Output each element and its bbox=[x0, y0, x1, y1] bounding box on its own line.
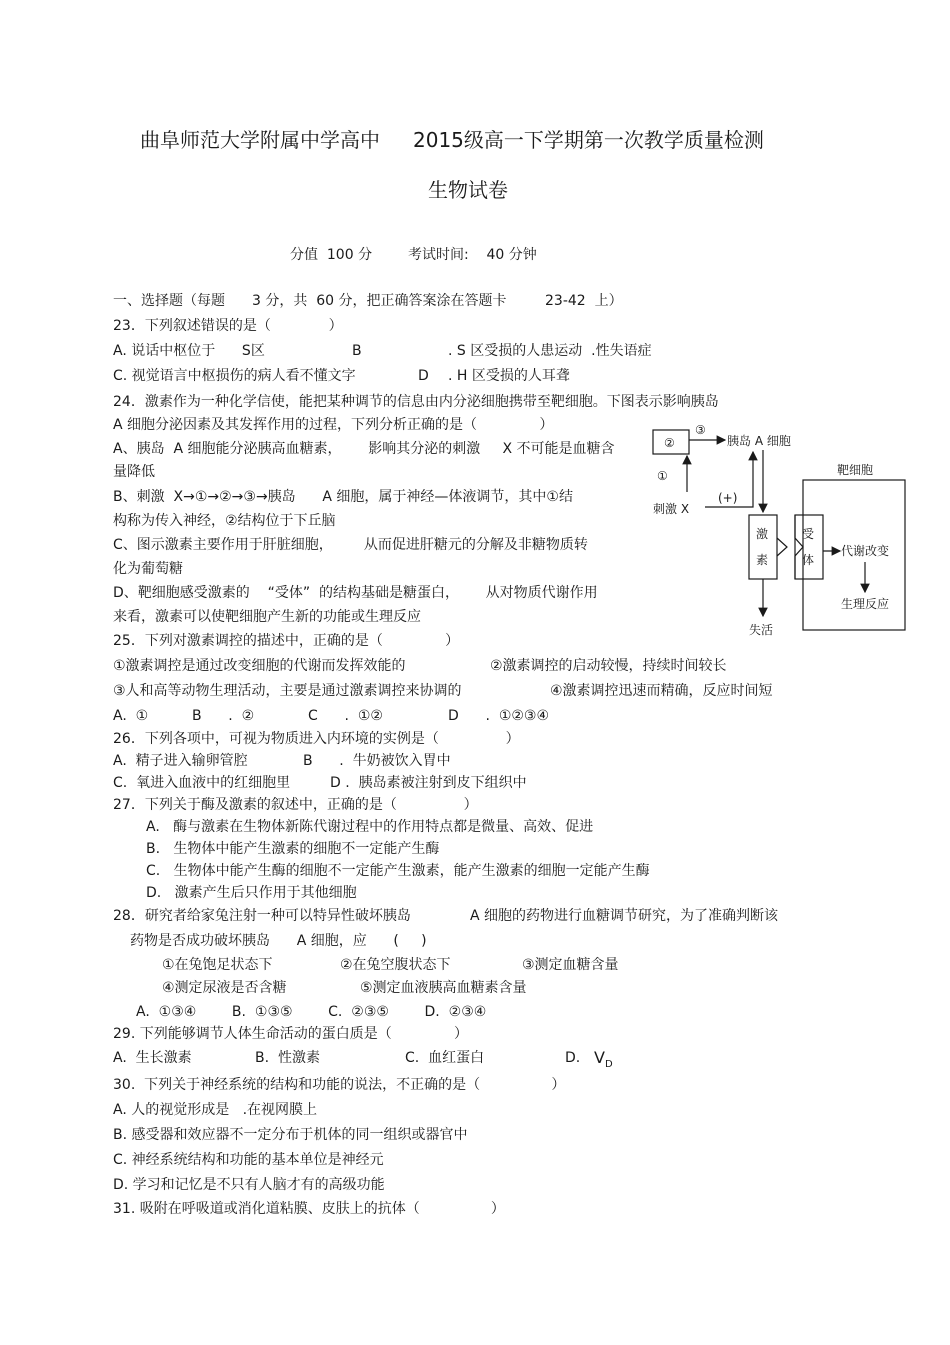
q29-option-d: D. bbox=[565, 1050, 581, 1066]
q30-option-c: C. 神经系统结构和功能的基本单位是神经元 bbox=[113, 1152, 384, 1168]
q23-option-a: A. 说话中枢位于 S区 bbox=[113, 343, 265, 359]
q28-statement-5: ⑤测定血液胰高血糖素含量 bbox=[360, 980, 527, 996]
q26-option-c: C. 氧进入血液中的红细胞里 bbox=[113, 775, 291, 791]
q27-option-d: D. 激素产生后只作用于其他细胞 bbox=[146, 885, 357, 901]
exam-time: 考试时间: 40 分钟 bbox=[408, 247, 537, 263]
q23-stem: 23．下列叙述错误的是（ ） bbox=[113, 318, 343, 334]
hormone-label-1: 激 bbox=[756, 527, 769, 541]
q23-option-c: C. 视觉语言中枢损伤的病人看不懂文字 bbox=[113, 368, 356, 384]
q25-option-a: A. ① bbox=[113, 708, 149, 724]
receptor-label-2: 体 bbox=[802, 553, 815, 567]
q28-statement-3: ③测定血糖含量 bbox=[522, 957, 619, 973]
exam-score: 分值 100 分 bbox=[290, 247, 373, 263]
target-cell-label: 靶细胞 bbox=[837, 463, 874, 477]
hormone-label-2: 素 bbox=[756, 553, 769, 567]
islet-a-cell-label: 胰岛 A 细胞 bbox=[727, 434, 791, 448]
q28-statement-4: ④测定尿液是否含糖 bbox=[162, 980, 287, 996]
q24-stem-1: 24．激素作为一种化学信使，能把某种调节的信息由内分泌细胞携带至靶细胞。下图表示影响胰岛 bbox=[113, 394, 719, 410]
q30-option-b: B. 感受器和效应器不一定分布于机体的同一组织或器官中 bbox=[113, 1127, 468, 1143]
receptor-notch bbox=[795, 515, 803, 579]
q24-option-c-1: C、图示激素主要作用于肝脏细胞， 从而促进肝糖元的分解及非糖物质转 bbox=[113, 537, 588, 553]
q24-option-d-1: D、靶细胞感受激素的 “受体” 的结构基础是糖蛋白， 从对物质代谢作用 bbox=[113, 585, 598, 601]
section-heading-b: 3 分，共 60 分，把正确答案涂在答题卡 bbox=[252, 293, 507, 309]
exam-subject: 生物试卷 bbox=[428, 178, 508, 202]
node-3-label: ③ bbox=[695, 423, 706, 437]
q24-stem-2: A 细胞分泌因素及其发挥作用的过程，下列分析正确的是（ ） bbox=[113, 417, 554, 433]
metabolism-change-label: 代谢改变 bbox=[841, 544, 890, 558]
hormone-box bbox=[749, 515, 777, 579]
q24-option-b-2: 构称为传入神经，②结构位于下丘脑 bbox=[113, 513, 336, 529]
q23-option-d-letter: D bbox=[418, 368, 429, 384]
q28-statement-1: ①在兔饱足状态下 bbox=[162, 957, 273, 973]
q25-option-c: C . ①② bbox=[308, 708, 383, 724]
q28-stem-1b: A 细胞的药物进行血糖调节研究，为了准确判断该 bbox=[470, 908, 779, 924]
q25-statement-1: ①激素调控是通过改变细胞的代谢而发挥效能的 bbox=[113, 658, 406, 674]
q26-option-d: D . 胰岛素被注射到皮下组织中 bbox=[330, 775, 527, 791]
receptor-box bbox=[795, 515, 823, 579]
q29-stem: 29. 下列能够调节人体生命活动的蛋白质是（ ） bbox=[113, 1026, 469, 1042]
q26-stem: 26．下列各项中，可视为物质进入内环境的实例是（ ） bbox=[113, 731, 520, 747]
q25-stem: 25．下列对激素调控的描述中，正确的是（ ） bbox=[113, 633, 460, 649]
q23-option-b-letter: B bbox=[352, 343, 362, 359]
hormone-tip bbox=[777, 538, 787, 556]
q23-option-d: . H 区受损的人耳聋 bbox=[448, 368, 570, 384]
hormone-regulation-diagram bbox=[645, 420, 910, 645]
exam-title-grade: 2015级高一下学期第一次教学质量检测 bbox=[413, 128, 764, 152]
q27-option-c: C. 生物体中能产生酶的细胞不一定能产生激素，能产生激素的细胞一定能产生酶 bbox=[146, 863, 650, 879]
q23-option-b: . S 区受损的人患运动 .性失语症 bbox=[448, 343, 652, 359]
q25-statement-4: ④激素调控迅速而精确，反应时间短 bbox=[550, 683, 773, 699]
q30-stem: 30. 下列关于神经系统的结构和功能的说法，不正确的是（ ） bbox=[113, 1077, 566, 1093]
q28-stem-2: 药物是否成功破坏胰岛 A 细胞，应 ( ) bbox=[130, 933, 427, 949]
node-1-label: ① bbox=[657, 469, 668, 483]
stimulus-x-label: 刺激 X bbox=[653, 502, 690, 516]
q24-option-c-2: 化为葡萄糖 bbox=[113, 561, 183, 577]
q25-option-b: B . ② bbox=[192, 708, 255, 724]
q29-option-a: A. 生长激素 bbox=[113, 1050, 192, 1066]
q24-option-d-2: 来看，激素可以使靶细胞产生新的功能或生理反应 bbox=[113, 609, 421, 625]
inactivated-label: 失活 bbox=[749, 623, 774, 637]
q29-vitamin-subscript: D bbox=[604, 1059, 613, 1070]
q25-statement-3: ③人和高等动物生理活动，主要是通过激素调控来协调的 bbox=[113, 683, 462, 699]
q29-vitamin-v: V bbox=[594, 1048, 605, 1067]
positive-sign: (+) bbox=[718, 491, 738, 505]
receptor-label-1: 受 bbox=[802, 527, 815, 541]
q24-option-a-1: A、胰岛 A 细胞能分泌胰高血糖素， 影响其分泌的刺激 X 不可能是血糖含 bbox=[113, 441, 615, 457]
q31-stem: 31. 吸附在呼吸道或消化道粘膜、皮肤上的抗体（ ） bbox=[113, 1201, 505, 1217]
q24-option-a-2: 量降低 bbox=[113, 464, 155, 480]
physiological-reaction-label: 生理反应 bbox=[841, 597, 890, 611]
q27-stem: 27．下列关于酶及激素的叙述中，正确的是（ ） bbox=[113, 797, 478, 813]
q27-option-a: A. 酶与激素在生物体新陈代谢过程中的作用特点都是微量、高效、促进 bbox=[146, 819, 594, 835]
q29-option-b: B. 性激素 bbox=[255, 1050, 320, 1066]
q26-option-a: A. 精子进入输卵管腔 bbox=[113, 753, 248, 769]
node-2-label: ② bbox=[664, 436, 675, 450]
exam-title-school: 曲阜师范大学附属中学高中 bbox=[140, 128, 380, 152]
section-heading-a: 一、选择题（每题 bbox=[113, 293, 225, 309]
section-heading-c: 23-42 上） bbox=[545, 293, 623, 309]
q29-option-c: C. 血红蛋白 bbox=[405, 1050, 485, 1066]
q24-option-b-1: B、刺激 X→①→②→③→胰岛 A 细胞，属于神经—体液调节，其中①结 bbox=[113, 489, 573, 505]
q28-statement-2: ②在兔空腹状态下 bbox=[340, 957, 451, 973]
q28-stem-1: 28．研究者给家兔注射一种可以特异性破坏胰岛 bbox=[113, 908, 411, 924]
q25-statement-2: ②激素调控的启动较慢，持续时间较长 bbox=[490, 658, 727, 674]
q29-option-d-vitamin bbox=[594, 1049, 613, 1074]
q25-option-d: D . ①②③④ bbox=[448, 708, 550, 724]
q30-option-d: D. 学习和记忆是不只有人脑才有的高级功能 bbox=[113, 1177, 385, 1193]
q30-option-a: A. 人的视觉形成是 .在视网膜上 bbox=[113, 1102, 318, 1118]
q27-option-b: B. 生物体中能产生激素的细胞不一定能产生酶 bbox=[146, 841, 440, 857]
q28-options: A. ①③④ B. ①③⑤ C. ②③⑤ D. ②③④ bbox=[136, 1004, 487, 1020]
q26-option-b: B . 牛奶被饮入胃中 bbox=[303, 753, 451, 769]
